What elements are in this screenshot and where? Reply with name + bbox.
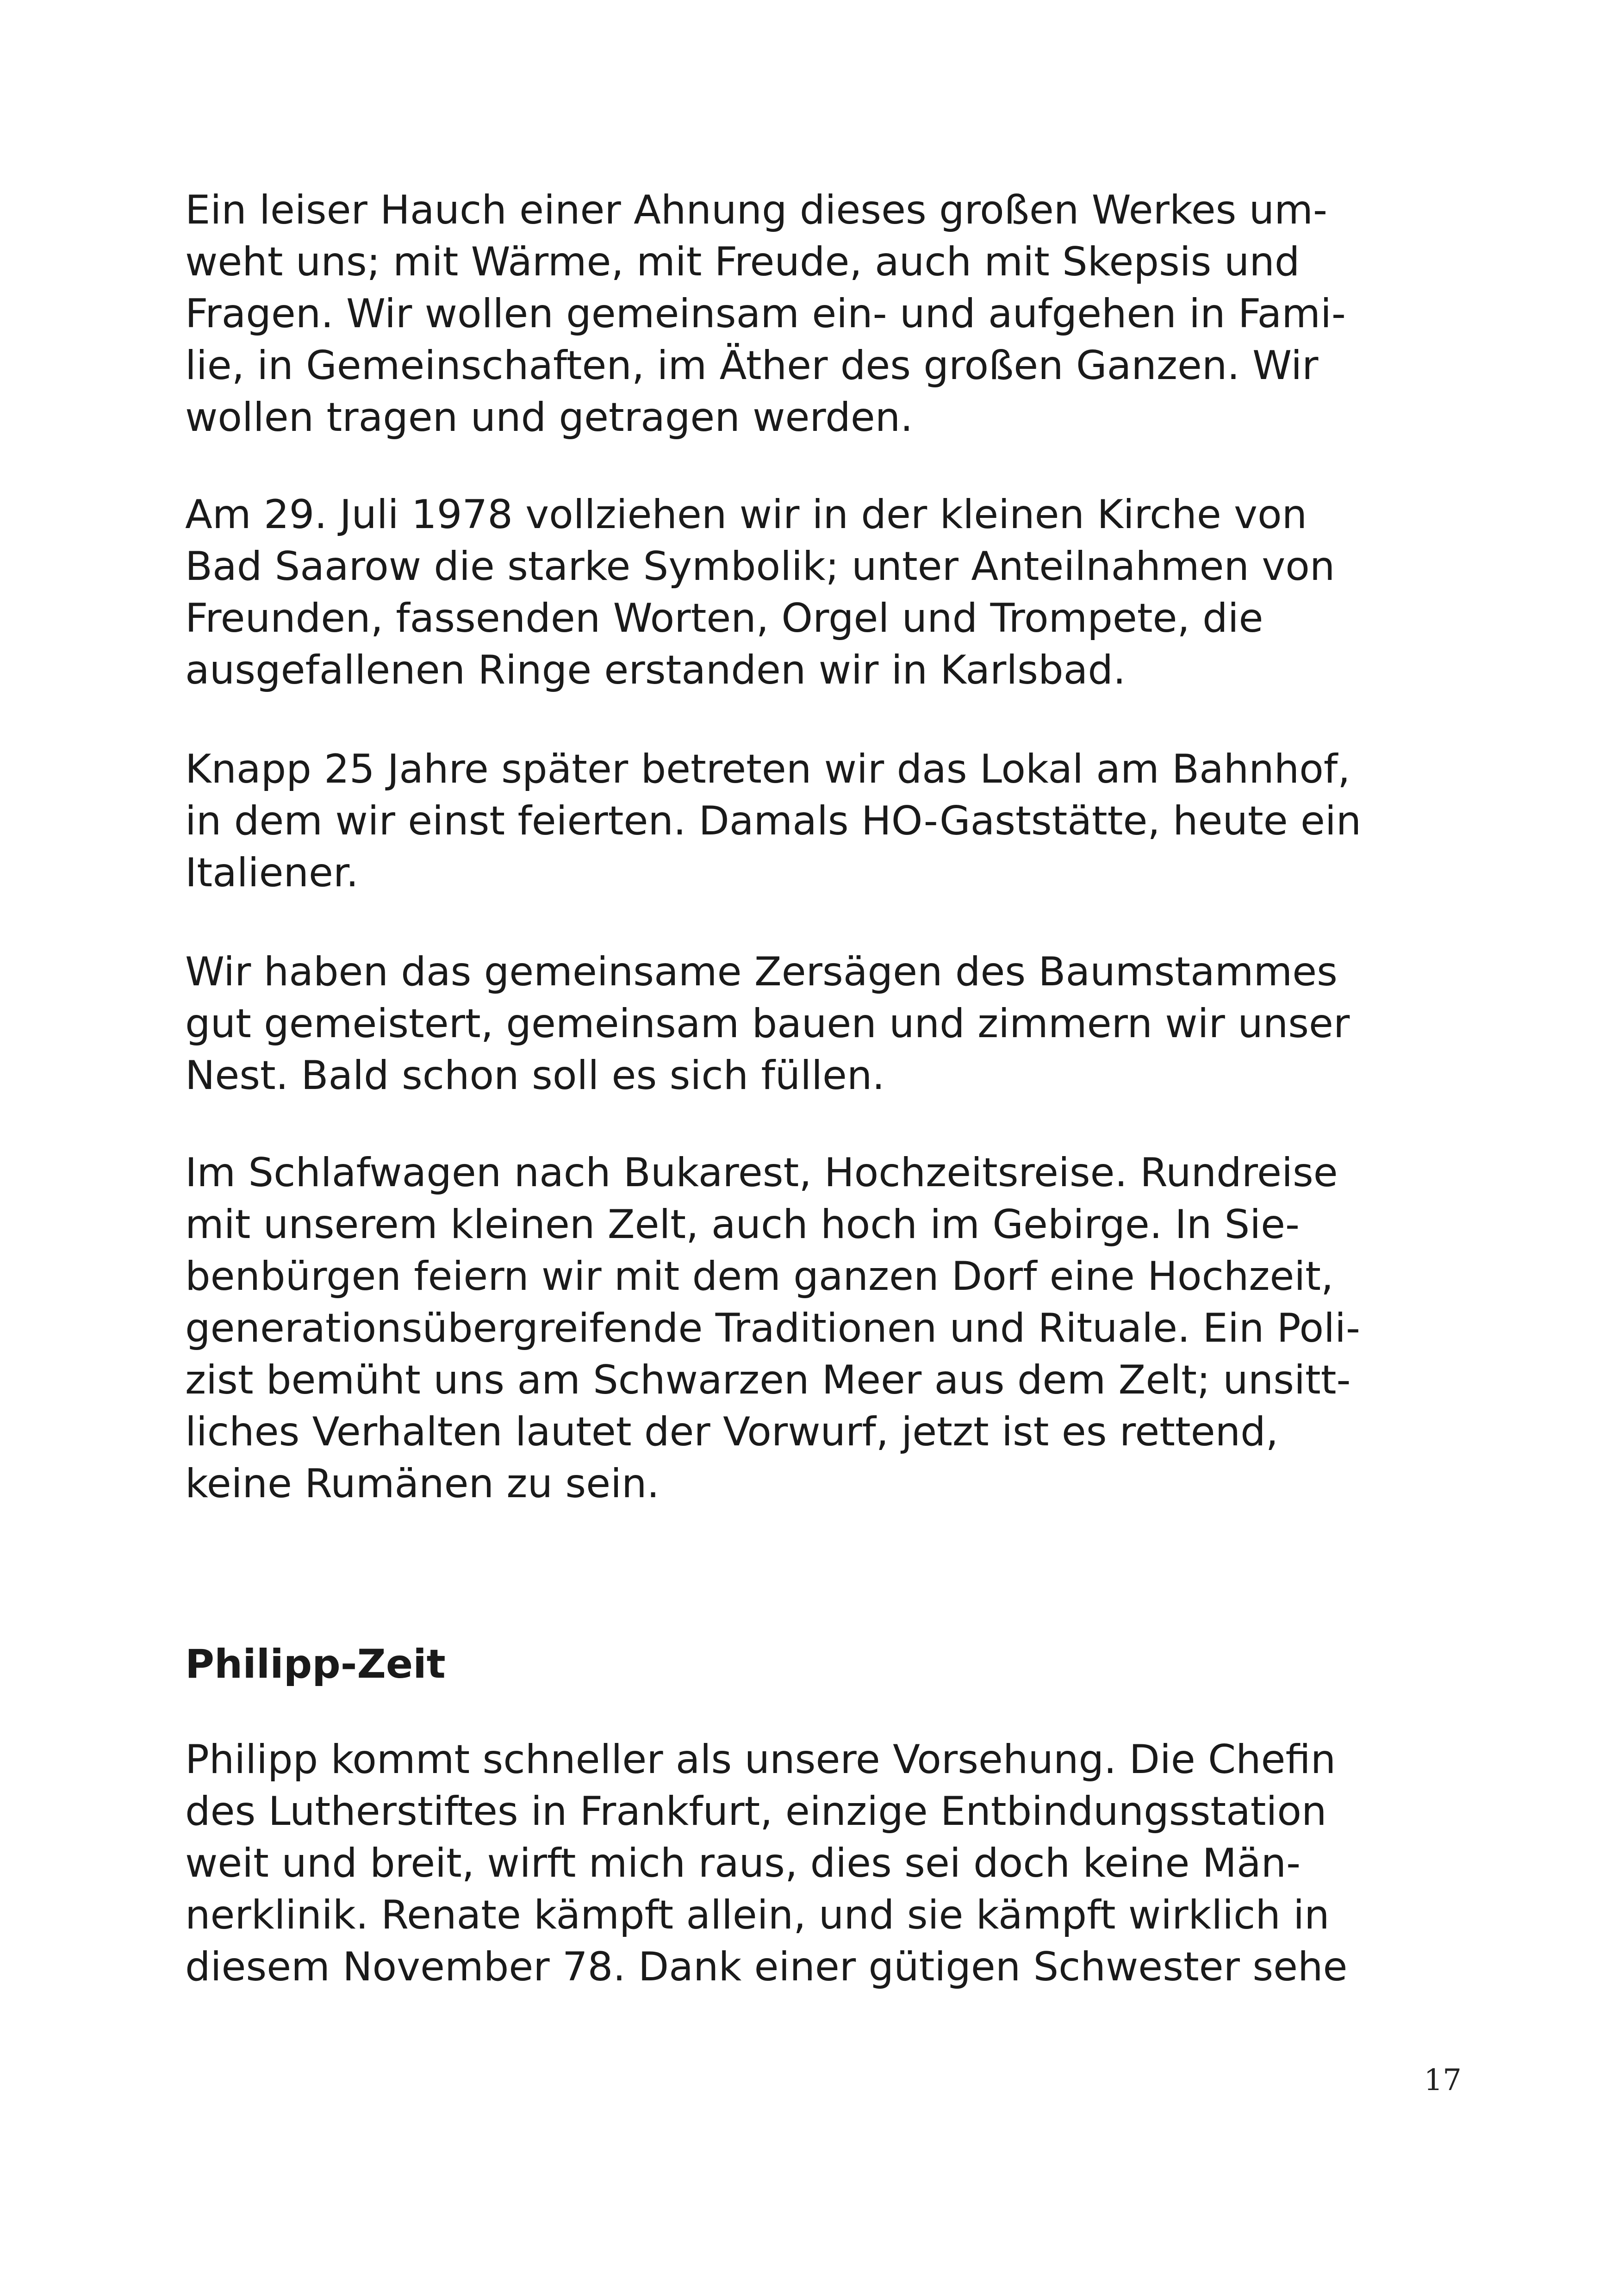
text-line: weit und breit, wirft mich raus, dies sei doch keine Män- [185, 1840, 1301, 1886]
text-line: Italiener. [185, 850, 359, 896]
text-line: generationsübergreifende Traditionen und Rituale. Ein Poli- [185, 1305, 1360, 1351]
text-line: Philipp kommt schneller als unsere Vorsehung. Die Chefin [185, 1736, 1336, 1783]
text-line: weht uns; mit Wärme, mit Freude, auch mit Skepsis und [185, 239, 1300, 285]
text-line: Bad Saarow die starke Symbolik; unter Anteilnahmen von [185, 543, 1335, 590]
text-line: lie, in Gemeinschaften, im Äther des großen Ganzen. Wir [185, 342, 1319, 389]
text-line: ausgefallenen Ringe erstanden wir in Karlsbad. [185, 647, 1126, 693]
text-line: benbürgen feiern wir mit dem ganzen Dorf eine Hochzeit, [185, 1253, 1334, 1300]
text-line: Knapp 25 Jahre später betreten wir das Lokal am Bahnhof, [185, 746, 1350, 792]
text-line: des Lutherstiftes in Frankfurt, einzige Entbindungsstation [185, 1788, 1327, 1835]
text-line: in dem wir einst feierten. Damals HO-Gaststätte, heute ein [185, 798, 1362, 844]
text-line: diesem November 78. Dank einer gütigen Schwester sehe [185, 1944, 1348, 1990]
text-line: wollen tragen und getragen werden. [185, 394, 913, 441]
text-line: liches Verhalten lautet der Vorwurf, jetzt ist es rettend, [185, 1409, 1279, 1455]
section-heading: Philipp-Zeit [185, 1641, 446, 1687]
text-line: Wir haben das gemeinsame Zersägen des Baumstammes [185, 949, 1338, 995]
page-number: 17 [1424, 2063, 1462, 2097]
text-line: Am 29. Juli 1978 vollziehen wir in der kleinen Kirche von [185, 492, 1307, 538]
paragraph-2 [185, 489, 1462, 696]
text-line: mit unserem kleinen Zelt, auch hoch im Gebirge. In Sie- [185, 1201, 1300, 1248]
paragraph-4 [185, 946, 1462, 1101]
text-line: nerklinik. Renate kämpft allein, und sie kämpft wirklich in [185, 1892, 1330, 1938]
text-line: Freunden, fassenden Worten, Orgel und Trompete, die [185, 595, 1263, 641]
paragraph-6 [185, 1734, 1462, 1993]
text-line: Im Schlafwagen nach Bukarest, Hochzeitsreise. Rundreise [185, 1150, 1338, 1196]
text-line: zist bemüht uns am Schwarzen Meer aus dem Zelt; unsitt- [185, 1357, 1351, 1403]
text-line: gut gemeistert, gemeinsam bauen und zimmern wir unser [185, 1001, 1350, 1047]
text-line: Fragen. Wir wollen gemeinsam ein- und aufgehen in Fami- [185, 291, 1346, 337]
text-line: Ein leiser Hauch einer Ahnung dieses großen Werkes um- [185, 187, 1328, 233]
paragraph-5 [185, 1147, 1462, 1510]
text-line: Nest. Bald schon soll es sich füllen. [185, 1052, 885, 1099]
text-line: keine Rumänen zu sein. [185, 1461, 660, 1507]
paragraph-1 [185, 184, 1462, 443]
paragraph-3 [185, 743, 1462, 899]
